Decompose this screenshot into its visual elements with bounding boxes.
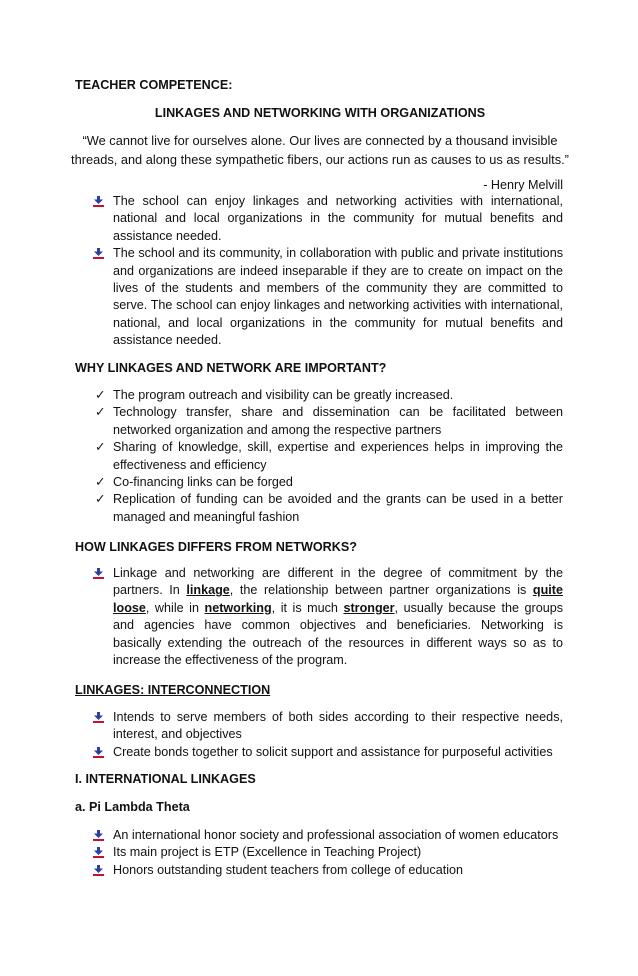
checkmark-icon: ✓ [95,492,106,507]
list-item: Linkage and networking are different in the degree of commitment by the partners. In linkage, the relationship between partner organizations is quite loose, while in networking, it is much stronger, usually because the groups and agencies have common objectives and beneficiaries. Networking is basically extending the outreach of the resources in different ways so as to increase the effectiveness of the program. [0,565,563,669]
list-item: ✓ Sharing of knowledge, skill, expertise and experiences helps in improving the effectiveness and efficiency [95,440,563,472]
how-list [0,565,563,669]
intro-list [0,193,563,350]
list-item: ✓ Replication of funding can be avoided and the grants can be used in a better managed and meaningful fashion [95,492,563,524]
how-heading: HOW LINKAGES DIFFERS FROM NETWORKS? [75,540,357,554]
international-list [0,827,563,879]
keyword-linkage: linkage [186,583,230,598]
checkmark-icon: ✓ [95,440,106,455]
list-item: Intends to serve members of both sides according to their respective needs, interest, and objectives [0,709,563,744]
arrow-bullet-icon [92,829,105,842]
arrow-bullet-icon [92,711,105,724]
quote-line-1: “We cannot live for ourselves alone. Our lives are connected by a thousand invisible [82,133,558,148]
arrow-bullet-icon [92,846,105,859]
arrow-bullet-icon [92,567,105,580]
arrow-bullet-icon [92,864,105,877]
interconnection-heading: LINKAGES: INTERCONNECTION [75,683,271,697]
checkmark-icon: ✓ [95,405,106,420]
list-item: The school can enjoy linkages and networking activities with international, national and local organizations in the community for mutual benefits and assistance needed. [0,193,563,245]
arrow-bullet-icon [92,195,105,208]
keyword-quite-loose: quite loose [113,583,563,615]
why-list [0,387,563,526]
list-item: Create bonds together to solicit support and assistance for purposeful activities [0,744,563,761]
checkmark-icon: ✓ [95,475,106,490]
list-item: An international honor society and professional association of women educators [0,827,563,844]
title: TEACHER COMPETENCE: [75,78,233,92]
list-item: The school and its community, in collaboration with public and private institutions and organizations are indeed inseparable if they are to create on impact on the lives of the students and members of the community they are committed to serve. The school can enjoy linkages and networking activities with international, national, and local organizations in the community for mutual benefits and assistance needed. [0,245,563,349]
arrow-bullet-icon [92,247,105,260]
international-sub-heading: a. Pi Lambda Theta [75,800,190,814]
list-item: ✓ Co-financing links can be forged [0,474,563,491]
interconnection-list [0,709,563,761]
checkmark-icon: ✓ [95,388,106,402]
arrow-bullet-icon [92,746,105,759]
quote-author: - Henry Melvill [483,178,563,192]
keyword-stronger: stronger [343,600,395,615]
keyword-networking: networking [204,600,272,615]
why-heading: WHY LINKAGES AND NETWORK ARE IMPORTANT? [75,361,387,375]
list-item: ✓ Technology transfer, share and dissemination can be facilitated between networked organization and among the respective partners [95,405,563,437]
quote [62,131,578,169]
subtitle: LINKAGES AND NETWORKING WITH ORGANIZATIONS [154,106,486,120]
quote-line-2: threads, and along these sympathetic fibers, our actions run as causes to us as results.” [71,152,569,167]
international-heading: I. INTERNATIONAL LINKAGES [75,772,256,786]
list-item: Its main project is ETP (Excellence in Teaching Project) [0,844,563,861]
list-item: Honors outstanding student teachers from college of education [0,862,563,879]
list-item: ✓ The program outreach and visibility can be greatly increased. [0,387,563,404]
